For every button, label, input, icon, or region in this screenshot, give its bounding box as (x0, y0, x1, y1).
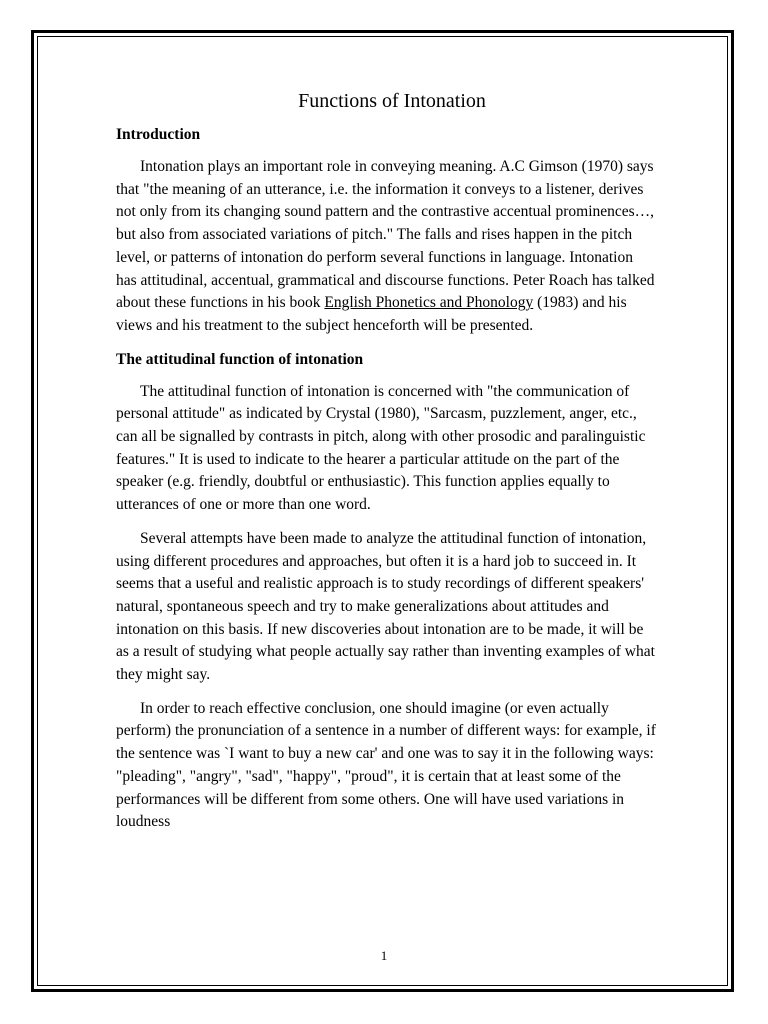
page-number: 1 (380, 948, 388, 963)
attitudinal-paragraph-1: The attitudinal function of intonation is concerned with "the communication of personal attitude" as indicated by Crystal (1980), "Sarcasm, puzzlement, anger, etc., can all be signalled by contrasts in pitch, along with other prosodic and paralinguistic features." It is used to indicate to the hearer a particular attitude on the part of the speaker (e.g. friendly, doubtful or enthusiastic). This function applies equally to utterances of one or more than one word. (116, 382, 646, 514)
document-title: Functions of Intonation (298, 90, 486, 112)
introduction-text-start: Intonation plays an important role in conveying meaning. A.C Gimson (1970) says that "the meaning of an utterance, i.e. the information it conveys to a listener, derives not only from its changing sound pattern and the contrastive accentual prominences…, but also from associated variations of pitch." The falls and rises happen in the pitch level, or patterns of intonation do perform several functions in language. Intonation has attitudinal, accentual, grammatical and discourse functions. Peter Roach has talked about these functions in his book (116, 158, 655, 312)
attitudinal-paragraph-3: In order to reach effective conclusion, one should imagine (or even actually perform) the pronunciation of a sentence in a number of different ways: for example, if the sentence was `I want to buy a new car' and one was to say it in the following ways: "pleading", "angry", "sad", "happy", "proud", it is certain that at least some of the performances will be different from some others. One will have used variations in loudness (116, 699, 656, 831)
introduction-text-end: (1983) and his views and his treatment to the subject henceforth will be presented. (116, 294, 627, 334)
introduction-paragraph (116, 156, 656, 338)
attitudinal-paragraph-2: Several attempts have been made to analyze the attitudinal function of intonation, using different procedures and approaches, but often it is a hard job to succeed in. It seems that a useful and realistic approach is to study recordings of different speakers' natural, spontaneous speech and try to make generalizations about attitudes and intonation on this basis. If new discoveries about intonation are to be made, it will be as a result of studying what people actually say rather than inventing examples of what they might say. (116, 529, 655, 684)
document-body (116, 88, 656, 845)
book-title: English Phonetics and Phonology (324, 294, 534, 312)
section-heading-introduction: Introduction (116, 126, 201, 143)
section-heading-attitudinal: The attitudinal function of intonation (116, 350, 364, 368)
